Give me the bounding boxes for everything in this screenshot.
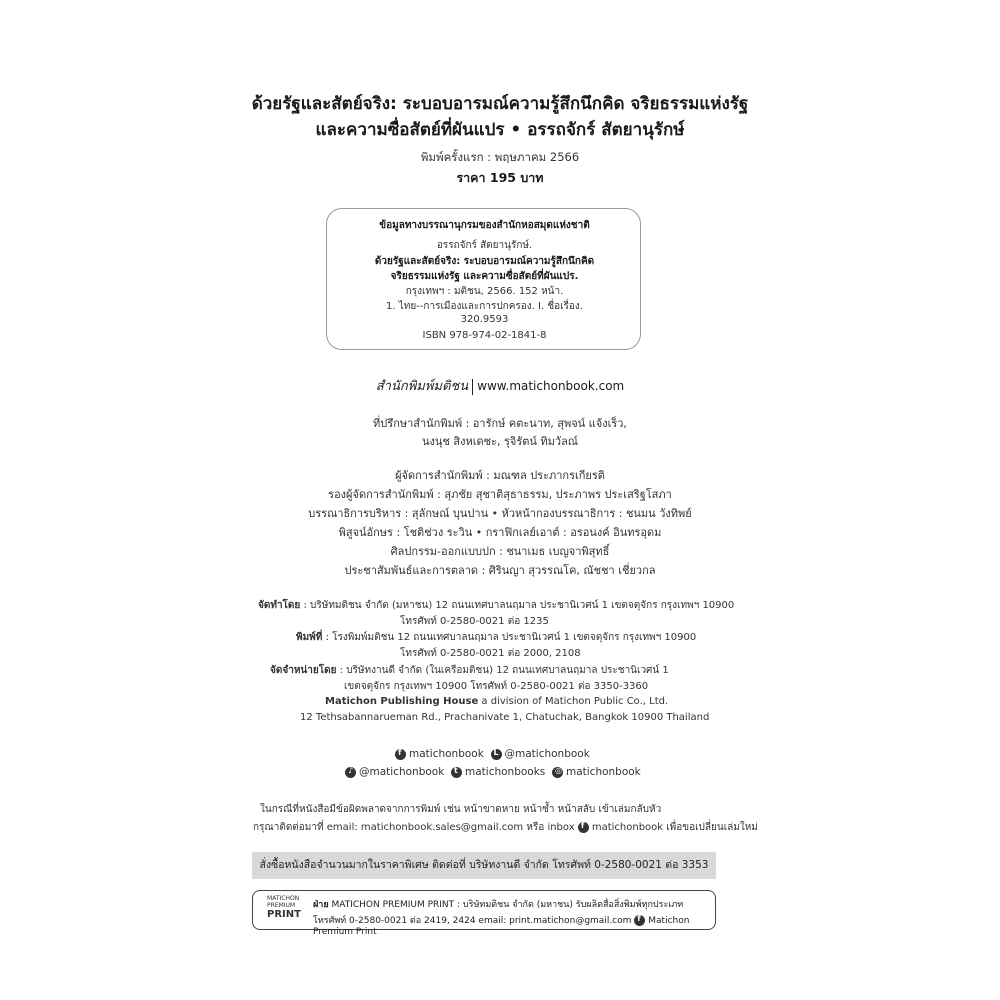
premium-print-box xyxy=(252,890,716,937)
premium-print-logo: MATICHON PREMIUM PRINT xyxy=(267,895,301,920)
facebook-icon: f xyxy=(578,822,589,833)
social-row2 xyxy=(345,766,641,778)
distributed-by: จัดจำหน่ายโดย : บริษัทงานดี จำกัด (ในเครือมติชน) 12 ถนนเทศบาลนฤมาล ประชานิเวศน์ 1 xyxy=(270,665,669,676)
facebook-handle[interactable]: matichonbook xyxy=(409,748,484,760)
advisors-line1: ที่ปรึกษาสำนักพิมพ์ : อารักษ์ คตะนาท, สุพจน์ แจ้งเร็ว, xyxy=(373,417,627,430)
advisors-line2: นงนุช สิงหเดชะ, รุจิรัตน์ ทิมวัลณ์ xyxy=(421,435,579,448)
cip-box xyxy=(326,208,641,350)
tiktok-icon: ♪ xyxy=(345,767,356,778)
facebook-icon: f xyxy=(634,915,645,926)
cip-heading: ข้อมูลทางบรรณานุกรมของสำนักหอสมุดแห่งชาติ xyxy=(379,220,590,231)
twitter-icon: t xyxy=(451,767,462,778)
divider xyxy=(472,379,473,395)
instagram-handle[interactable]: matichonbook xyxy=(565,766,641,778)
publisher-logo: สำนักพิมพ์มติชน xyxy=(375,379,469,394)
notice-line2: กรุณาติดต่อมาที่ email: matichonbook.sales@gmail.com หรือ inbox f matichonbook เพื่อขอเปลี่ยนเล่มใหม่ xyxy=(253,820,758,833)
cip-author: อรรถจักร์ สัตยานุรักษ์. xyxy=(436,240,533,251)
twitter-handle[interactable]: matichonbooks xyxy=(465,766,546,778)
edition: พิมพ์ครั้งแรก : พฤษภาคม 2566 xyxy=(420,150,580,164)
staff-row: รองผู้จัดการสำนักพิมพ์ : สุภชัย สุชาติสุธาธรรม, ประภาพร ประเสริฐโสภา xyxy=(328,488,672,501)
cip-title2: จริยธรรมแห่งรัฐ และความซื่อสัตย์ที่ผันแปร. xyxy=(390,271,579,282)
cip-pub: กรุงเทพฯ : มติชน, 2566. 152 หน้า. xyxy=(405,286,564,297)
staff-row: ศิลปกรรม-ออกแบบปก : ชนาเมธ เบญจาพิสุทธิ์ xyxy=(390,545,610,558)
premium-print-line2: โทรศัพท์ 0-2580-0021 ต่อ 2419, 2424 email: print.matichon@gmail.com f Matichon Premium Print xyxy=(313,914,690,937)
line-handle[interactable]: @matichonbook xyxy=(504,748,590,760)
book-title-line1: ด้วยรัฐและสัตย์จริง: ระบอบอารมณ์ความรู้สึกนึกคิด จริยธรรมแห่งรัฐ xyxy=(251,94,749,114)
social-row1 xyxy=(395,748,590,760)
staff-row: ผู้จัดการสำนักพิมพ์ : มณฑล ประภากรเกียรติ xyxy=(395,469,605,482)
print-phone: โทรศัพท์ 0-2580-0021 ต่อ 2000, 2108 xyxy=(400,648,581,659)
instagram-icon: ◎ xyxy=(552,767,563,778)
publisher-website[interactable]: www.matichonbook.com xyxy=(477,379,625,393)
staff-row: พิสูจน์อักษร : โชติช่วง ระวิน • กราฟิกเลย์เอาต์ : อรอนงค์ อินทรอุดม xyxy=(338,526,662,539)
cip-subject: 1. ไทย--การเมืองและการปกครอง. I. ชื่อเรื่อง. xyxy=(385,301,583,312)
price: ราคา 195 บาท xyxy=(456,170,544,185)
made-phone: โทรศัพท์ 0-2580-0021 ต่อ 1235 xyxy=(400,616,549,627)
dist-line2: เขตจตุจักร กรุงเทพฯ 10900 โทรศัพท์ 0-2580-0021 ต่อ 3350-3360 xyxy=(344,681,649,692)
cip-isbn: ISBN 978-974-02-1841-8 xyxy=(422,330,547,341)
tiktok-handle[interactable]: @matichonbook xyxy=(359,766,445,778)
book-title-line2: และความซื่อสัตย์ที่ผันแปร • อรรถจักร์ สัตยานุรักษ์ xyxy=(315,120,685,140)
premium-print-line1: ฝ่าย MATICHON PREMIUM PRINT : บริษัทมติชน จำกัด (มหาชน) รับผลิตสื่อสิ่งพิมพ์ทุกประเภท xyxy=(313,900,684,910)
publisher-row xyxy=(200,375,800,396)
staff-row: ประชาสัมพันธ์และการตลาด : ศิรินญา สุวรรณโค, ณัชชา เชี่ยวกล xyxy=(344,564,656,577)
cip-classno: 320.9593 xyxy=(460,314,509,325)
english-publisher: Matichon Publishing House a division of Matichon Public Co., Ltd. xyxy=(325,696,669,707)
cip-title1: ด้วยรัฐและสัตย์จริง: ระบอบอารมณ์ความรู้สึกนึกคิด xyxy=(374,256,595,267)
english-address: 12 Tethsabannarueman Rd., Prachanivate 1, Chatuchak, Bangkok 10900 Thailand xyxy=(300,712,710,723)
bulk-order-bar: สั่งซื้อหนังสือจำนวนมากในราคาพิเศษ ติดต่อที่ บริษัทงานดี จำกัด โทรศัพท์ 0-2580-0021 ต่อ 3353 xyxy=(252,852,716,879)
line-icon: L xyxy=(491,749,502,760)
facebook-icon: f xyxy=(395,749,406,760)
notice-line1: ในกรณีที่หนังสือมีข้อผิดพลาดจากการพิมพ์ เช่น หน้าขาดหาย หน้าซ้ำ หน้าสลับ เข้าเล่มกลับหัว xyxy=(260,804,662,815)
staff-row: บรรณาธิการบริหาร : สุลักษณ์ บุนปาน • หัวหน้ากองบรรณาธิการ : ชนมน วังทิพย์ xyxy=(308,507,692,520)
made-by: จัดทำโดย : บริษัทมติชน จำกัด (มหาชน) 12 ถนนเทศบาลนฤมาล ประชานิเวศน์ 1 เขตจตุจักร กรุงเทพฯ 10900 xyxy=(258,600,735,611)
printed-at: พิมพ์ที่ : โรงพิมพ์มติชน 12 ถนนเทศบาลนฤมาล ประชานิเวศน์ 1 เขตจตุจักร กรุงเทพฯ 10900 xyxy=(296,632,697,643)
